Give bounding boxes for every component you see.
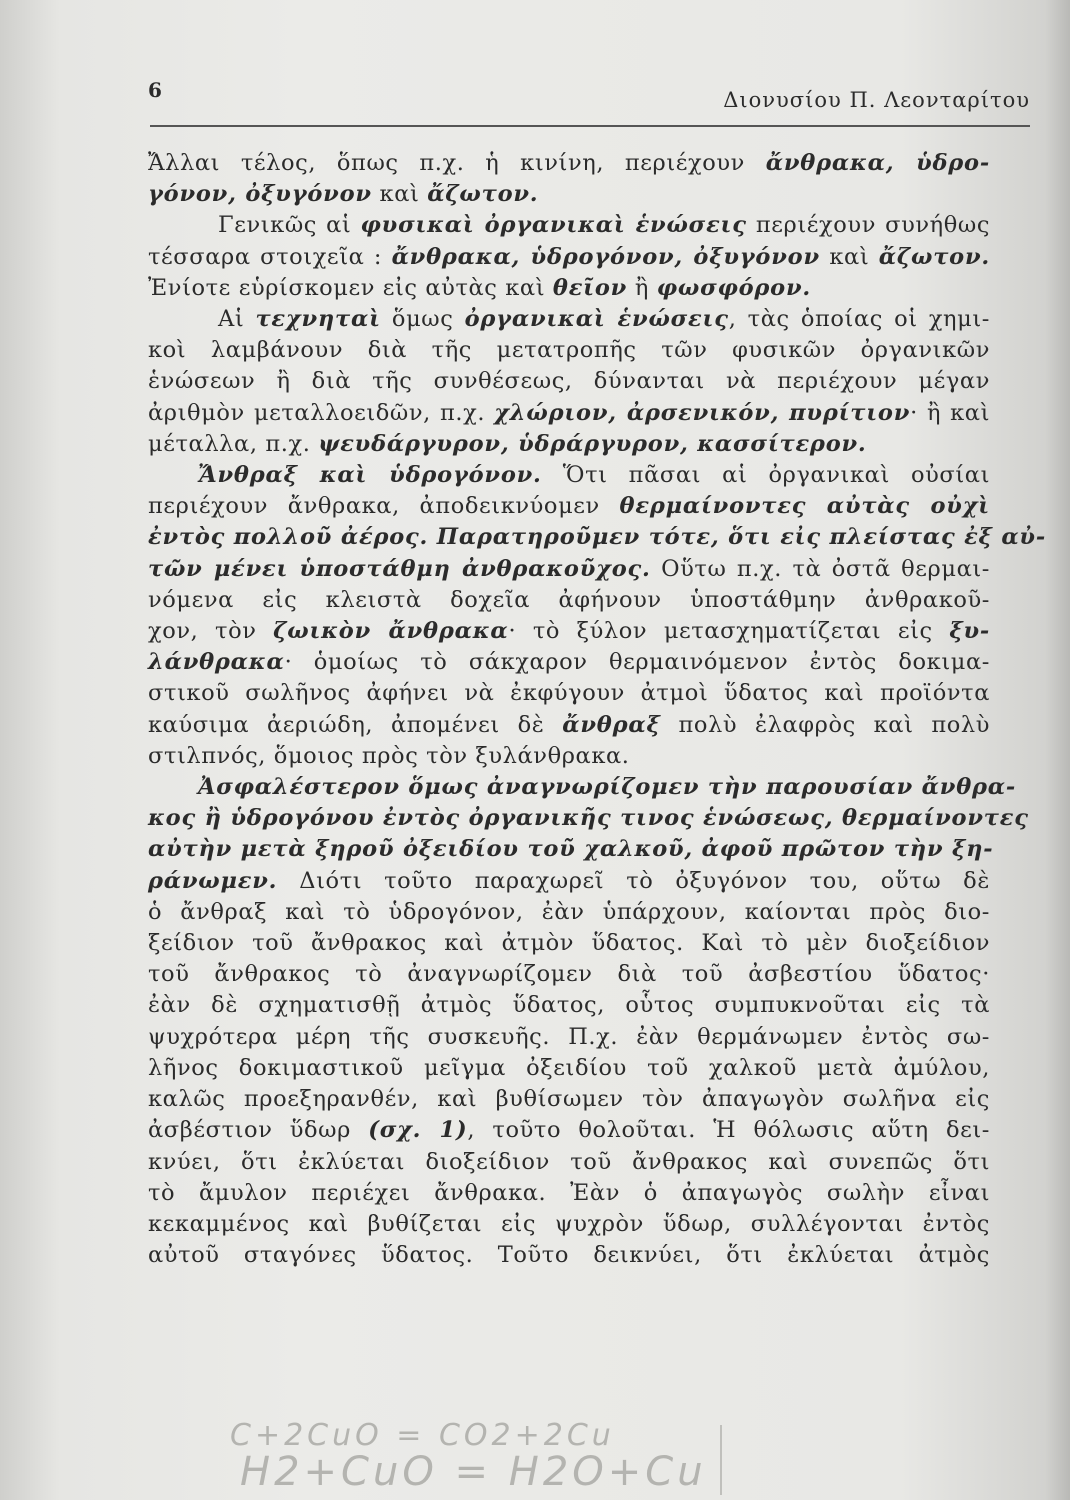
emphasized-text: ζωικὸν ἄνθρακα bbox=[273, 618, 509, 645]
text-run: στιλπνός, ὅμοιος πρὸς τὸν ξυλάνθρακα. bbox=[148, 742, 630, 769]
text-run: ἑνώσεων ἢ διὰ τῆς συνθέσεως, δύνανται νὰ περιέχουν μέγαν bbox=[148, 368, 990, 395]
emphasized-text: λάνθρακα bbox=[148, 649, 285, 676]
page-number: 6 bbox=[148, 78, 162, 102]
text-run: Αἱ bbox=[218, 306, 256, 333]
text-run: καύσιμα ἀεριώδη, ἀπομένει δὲ bbox=[148, 711, 563, 738]
text-line bbox=[148, 179, 990, 210]
text-line bbox=[148, 242, 990, 273]
text-line bbox=[148, 1240, 990, 1271]
text-run: κοὶ λαμβάνουν διὰ τῆς μετατροπῆς τῶν φυσικῶν ὀργανικῶν bbox=[148, 337, 990, 364]
text-line bbox=[148, 460, 990, 491]
text-run: καλῶς προεξηρανθέν, καὶ βυθίσωμεν τὸν ἀπαγωγὸν σωλῆνα εἰς bbox=[148, 1086, 990, 1113]
text-line bbox=[148, 897, 990, 928]
text-run: · ἢ καὶ bbox=[910, 399, 990, 426]
emphasized-text: ἄζωτον. bbox=[878, 243, 990, 270]
text-run: ψυχρότερα μέρη τῆς συσκευῆς. Π.χ. ἐὰν θερμάνωμεν ἐντὸς σω- bbox=[148, 1023, 990, 1050]
emphasized-text: ἄνθρακα, ὑδρο- bbox=[765, 150, 990, 176]
text-run: αὐτοῦ σταγόνες ὕδατος. Τοῦτο δεικνύει, ὅτι ἐκλύεται ἀτμὸς bbox=[148, 1242, 990, 1269]
text-line bbox=[148, 585, 990, 616]
emphasized-text: θερμαίνοντες αὐτὰς οὐχὶ bbox=[619, 493, 990, 520]
text-run: πολὺ ἐλαφρὸς καὶ πολὺ bbox=[660, 711, 991, 738]
emphasized-text: φυσικαὶ ὀργανικαὶ ἑνώσεις bbox=[360, 212, 747, 239]
text-line bbox=[148, 741, 990, 772]
text-run: καὶ bbox=[371, 181, 428, 208]
text-run: · τὸ ξύλον μετασχηματίζεται εἰς bbox=[508, 618, 950, 645]
text-run: μέταλλα, π.χ. bbox=[148, 430, 319, 457]
text-line bbox=[148, 1084, 990, 1115]
text-run: Γενικῶς αἱ bbox=[218, 212, 361, 239]
text-run: περιέχουν συνήθως bbox=[746, 212, 991, 239]
emphasized-text: ράνωμεν. bbox=[148, 867, 278, 894]
text-line bbox=[148, 304, 990, 335]
emphasized-text: ἄνθρακα, ὑδρογόνον, ὀξυγόνον bbox=[391, 243, 820, 270]
emphasized-text: χλώριον, ἀρσενικόν, πυρίτιον bbox=[494, 399, 911, 426]
text-run: χον, τὸν bbox=[148, 618, 274, 645]
text-run: · ὁμοίως τὸ σάκχαρον θερμαινόμενον ἐντὸς δοκιμα- bbox=[284, 649, 990, 676]
text-line bbox=[148, 1147, 990, 1178]
emphasized-text: ψευδάργυρον, ὑδράργυρον, κασσίτερον. bbox=[318, 430, 867, 457]
emphasized-text: ἐντὸς πολλοῦ ἀέρος. Παρατηροῦμεν τότε, ὅτι εἰς πλείστας ἐξ αὐ- bbox=[148, 524, 1046, 551]
emphasized-text: ἄνθραξ bbox=[562, 711, 661, 738]
emphasized-text: Ἀσφαλέστερον ὅμως ἀναγνωρίζομεν τὴν παρουσίαν ἄνθρα- bbox=[198, 774, 1017, 801]
text-line bbox=[148, 1053, 990, 1084]
text-line bbox=[148, 866, 990, 897]
text-line bbox=[148, 366, 990, 397]
text-run: περιέχουν ἄνθρακα, ἀποδεικνύομεν bbox=[148, 493, 620, 520]
emphasized-text: αὐτὴν μετὰ ξηροῦ ὀξειδίου τοῦ χαλκοῦ, ἀφοῦ πρῶτον τὴν ξη- bbox=[148, 836, 994, 863]
text-line bbox=[148, 398, 990, 429]
text-line bbox=[148, 1022, 990, 1053]
text-run: ἀριθμὸν μεταλλοειδῶν, π.χ. bbox=[148, 399, 495, 426]
text-run: Ἄλλαι τέλος, ὅπως π.χ. ἡ κινίνη, περιέχουν bbox=[148, 150, 766, 176]
text-run: κνύει, ὅτι ἐκλύεται διοξείδιον τοῦ ἄνθρακος καὶ συνεπῶς ὅτι bbox=[148, 1148, 990, 1175]
text-line bbox=[148, 647, 990, 678]
text-run: Οὕτω π.χ. τὰ ὀστᾶ θερμαι- bbox=[650, 555, 990, 582]
emphasized-text: γόνον, ὀξυγόνον bbox=[148, 181, 372, 208]
text-run: ὁ ἄνθραξ καὶ τὸ ὑδρογόνον, ἐὰν ὑπάρχουν, καίονται πρὸς διο- bbox=[148, 898, 990, 925]
text-line bbox=[148, 429, 990, 460]
text-run: ἢ bbox=[627, 274, 657, 301]
handwritten-note bbox=[230, 1418, 707, 1495]
text-run: Ὅτι πᾶσαι αἱ ὀργανικαὶ οὐσίαι bbox=[541, 462, 990, 489]
text-line bbox=[148, 616, 990, 647]
emphasized-text: ξυ- bbox=[949, 618, 990, 645]
text-line bbox=[148, 148, 990, 179]
text-line bbox=[148, 1209, 990, 1240]
text-line bbox=[148, 522, 1046, 553]
emphasized-text: τῶν μένει ὑποστάθμη ἀνθρακοῦχος. bbox=[148, 555, 651, 582]
text-line bbox=[148, 834, 994, 865]
text-line bbox=[148, 335, 990, 366]
text-line bbox=[148, 1115, 990, 1146]
text-line bbox=[148, 678, 990, 709]
text-line bbox=[148, 990, 990, 1021]
emphasized-text: τεχνηταὶ bbox=[255, 306, 381, 333]
text-run: τοῦ ἄνθρακος τὸ ἀναγνωρίζομεν διὰ τοῦ ἀσβεστίου ὕδατος· bbox=[148, 961, 990, 988]
pencil-margin-mark bbox=[720, 1425, 722, 1495]
emphasized-text: θεῖον bbox=[552, 274, 628, 301]
text-line bbox=[148, 210, 990, 241]
text-line bbox=[148, 273, 990, 304]
text-run: τέσσαρα στοιχεῖα : bbox=[148, 243, 392, 270]
text-run: ξείδιον τοῦ ἄνθρακος καὶ ἀτμὸν ὕδατος. Καὶ τὸ μὲν διοξείδιον bbox=[148, 930, 990, 957]
text-run: ἀσβέστιον ὕδωρ bbox=[148, 1117, 369, 1144]
handwritten-line: H2+CuO = H2O+Cu bbox=[240, 1449, 707, 1495]
text-line bbox=[148, 710, 990, 741]
emphasized-text: ὀργανικαὶ ἑνώσεις bbox=[464, 306, 729, 333]
text-line bbox=[148, 1178, 990, 1209]
emphasized-text: φωσφόρον. bbox=[656, 274, 812, 301]
emphasized-text: (σχ. 1) bbox=[368, 1117, 468, 1144]
text-run: , τοῦτο θολοῦται. Ἡ θόλωσις αὕτη δει- bbox=[467, 1117, 990, 1144]
text-run: ἐὰν δὲ σχηματισθῇ ἀτμὸς ὕδατος, οὗτος συμπυκνοῦται εἰς τὰ bbox=[148, 992, 990, 1019]
text-run: νόμενα εἰς κλειστὰ δοχεῖα ἀφήνουν ὑποστάθμην ἀνθρακοῦ- bbox=[148, 586, 990, 613]
header-rule bbox=[150, 125, 1030, 127]
text-run: στικοῦ σωλῆνος ἀφήνει νὰ ἐκφύγουν ἀτμοὶ ὕδατος καὶ προϊόντα bbox=[148, 680, 990, 707]
running-title: Διονυσίου Π. Λεονταρίτου bbox=[723, 88, 1030, 112]
text-line bbox=[148, 554, 990, 585]
handwritten-line: C+2CuO = CO2+2Cu bbox=[230, 1418, 615, 1453]
text-run: Ἐνίοτε εὑρίσκομεν εἰς αὐτὰς καὶ bbox=[148, 274, 553, 301]
text-run: λῆνος δοκιμαστικοῦ μεῖγμα ὀξειδίου τοῦ χαλκοῦ μετὰ ἀμύλου, bbox=[148, 1054, 990, 1081]
text-run: τὸ ἄμυλον περιέχει ἄνθρακα. Ἐὰν ὁ ἀπαγωγὸς σωλὴν εἶναι bbox=[148, 1179, 990, 1206]
text-run: καὶ bbox=[819, 243, 879, 270]
text-line bbox=[148, 491, 990, 522]
text-line bbox=[148, 803, 1029, 834]
emphasized-text: κος ἢ ὑδρογόνου ἐντὸς ὀργανικῆς τινος ἑνώσεως, θερμαίνοντες bbox=[148, 805, 1029, 832]
body-text bbox=[148, 148, 1046, 1271]
text-run: ὅμως bbox=[380, 306, 465, 333]
text-run: , τὰς ὁποίας οἱ χημι- bbox=[728, 306, 990, 333]
text-line bbox=[148, 772, 1017, 803]
emphasized-text: ἄζωτον. bbox=[427, 181, 539, 208]
text-run: κεκαμμένος καὶ βυθίζεται εἰς ψυχρὸν ὕδωρ, συλλέγονται ἐντὸς bbox=[148, 1210, 990, 1237]
emphasized-text: Ἄνθραξ καὶ ὑδρογόνον. bbox=[198, 462, 542, 489]
text-line bbox=[148, 928, 990, 959]
text-line bbox=[148, 959, 990, 990]
text-run: Διότι τοῦτο παραχωρεῖ τὸ ὀξυγόνον του, οὕτω δὲ bbox=[277, 867, 990, 894]
